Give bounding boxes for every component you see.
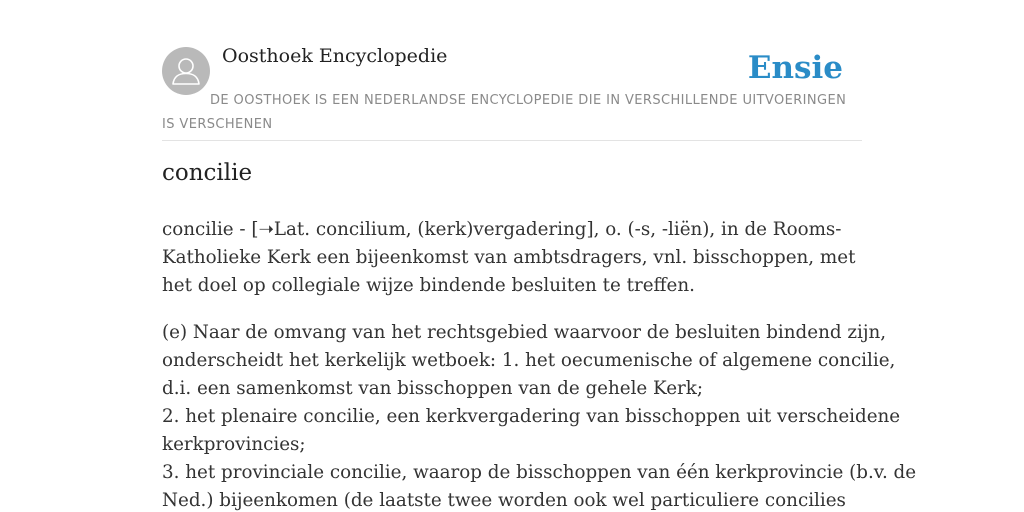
body-line: (e) Naar de omvang van het rechtsgebied waarvoor de besluiten bindend zijn, bbox=[162, 322, 887, 343]
page bbox=[162, 0, 917, 511]
body-line: Ned.) bijeenkomen (de laatste twee worden ook wel particuliere concilies bbox=[162, 490, 846, 511]
site-description: DE OOSTHOEK IS EEN NEDERLANDSE ENCYCLOPEDIE DIE IN VERSCHILLENDE UITVOERINGEN IS VERSCHENEN bbox=[162, 93, 847, 132]
body-line: onderscheidt het kerkelijk wetboek: 1. het oecumenische of algemene concilie, bbox=[162, 350, 896, 371]
user-silhouette-icon[interactable] bbox=[162, 47, 210, 95]
body-line: 3. het provinciale concilie, waarop de bisschoppen van één kerkprovincie (b.v. de bbox=[162, 462, 917, 483]
article-body bbox=[162, 319, 917, 512]
body-line: d.i. een samenkomst van bisschoppen van de gehele Kerk; bbox=[162, 378, 704, 399]
body-line: 2. het plenaire concilie, een kerkvergadering van bisschoppen uit verscheidene bbox=[162, 406, 901, 427]
article-title: concilie bbox=[162, 160, 253, 186]
site-title-link[interactable]: Oosthoek Encyclopedie bbox=[222, 45, 448, 67]
article-content bbox=[162, 216, 917, 512]
site-header bbox=[162, 0, 862, 141]
body-line: kerkprovincies; bbox=[162, 434, 306, 455]
brand-logo-link[interactable]: Ensie bbox=[747, 50, 843, 86]
article-definition: concilie - [➝Lat. concilium, (kerk)vergadering], o. (-s, -liën), in de Rooms-Katholieke Kerk een bijeenkomst van ambtsdragers, vnl. bisschoppen, met het doel op collegiale wijze bindende besluiten te treffen. bbox=[162, 219, 856, 296]
